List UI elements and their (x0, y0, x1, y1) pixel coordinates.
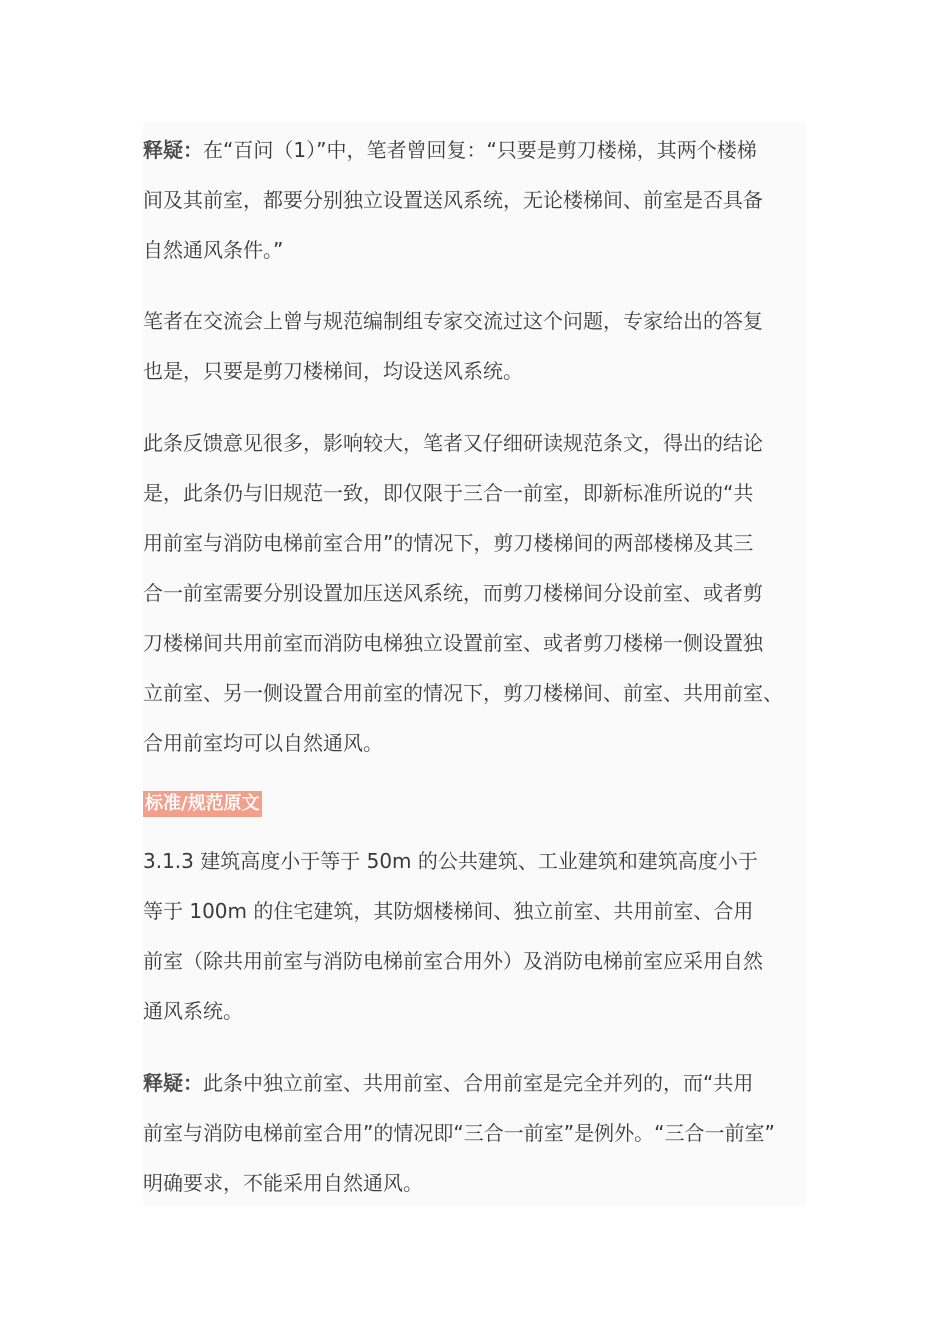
paragraph-line: 立前室、另一侧设置合用前室的情况下，剪刀楼梯间、前室、共用前室、 (143, 681, 783, 705)
paragraph-line: 在“百问（1）”中，笔者曾回复：“只要是剪刀楼梯，其两个楼梯 (203, 138, 757, 162)
paragraph-expert-reply (143, 296, 806, 396)
paragraph-line: 前室（除共用前室与消防电梯前室合用外）及消防电梯前室应采用自然 (143, 949, 763, 973)
paragraph-line: 此条反馈意见很多，影响较大，笔者又仔细研读规范条文，得出的结论 (143, 431, 763, 455)
section-heading-standard-text: 标准/规范原文 (143, 791, 262, 817)
paragraph-line: 合用前室均可以自然通风。 (143, 731, 383, 755)
paragraph-line: 自然通风条件。” (143, 238, 284, 262)
clarification-label: 释疑： (143, 1071, 203, 1095)
paragraph-line: 用前室与消防电梯前室合用”的情况下，剪刀楼梯间的两部楼梯及其三 (143, 531, 754, 555)
paragraph-line: 笔者在交流会上曾与规范编制组专家交流过这个问题，专家给出的答复 (143, 309, 763, 333)
paragraph-line: 前室与消防电梯前室合用”的情况即“三合一前室”是例外。“三合一前室” (143, 1121, 775, 1145)
paragraph-line: 等于 100m 的住宅建筑，其防烟楼梯间、独立前室、共用前室、合用 (143, 899, 754, 923)
paragraph-line: 刀楼梯间共用前室而消防电梯独立设置前室、或者剪刀楼梯一侧设置独 (143, 631, 763, 655)
paragraph-standard-clause (143, 836, 806, 1036)
paragraph-line: 也是，只要是剪刀楼梯间，均设送风系统。 (143, 359, 523, 383)
paragraph-line: 是，此条仍与旧规范一致，即仅限于三合一前室，即新标准所说的“共 (143, 481, 754, 505)
paragraph-line: 此条中独立前室、共用前室、合用前室是完全并列的，而“共用 (203, 1071, 754, 1095)
paragraph-conclusion (143, 418, 806, 768)
article-body (143, 122, 806, 1206)
clarification-label: 释疑： (143, 138, 203, 162)
paragraph-line: 合一前室需要分别设置加压送风系统，而剪刀楼梯间分设前室、或者剪 (143, 581, 763, 605)
paragraph-clarification-1 (143, 125, 806, 275)
paragraph-line: 间及其前室，都要分别独立设置送风系统，无论楼梯间、前室是否具备 (143, 188, 763, 212)
paragraph-line: 通风系统。 (143, 999, 243, 1023)
paragraph-clarification-2 (143, 1058, 806, 1208)
paragraph-line: 明确要求，不能采用自然通风。 (143, 1171, 423, 1195)
paragraph-line: 3.1.3 建筑高度小于等于 50m 的公共建筑、工业建筑和建筑高度小于 (143, 849, 758, 873)
